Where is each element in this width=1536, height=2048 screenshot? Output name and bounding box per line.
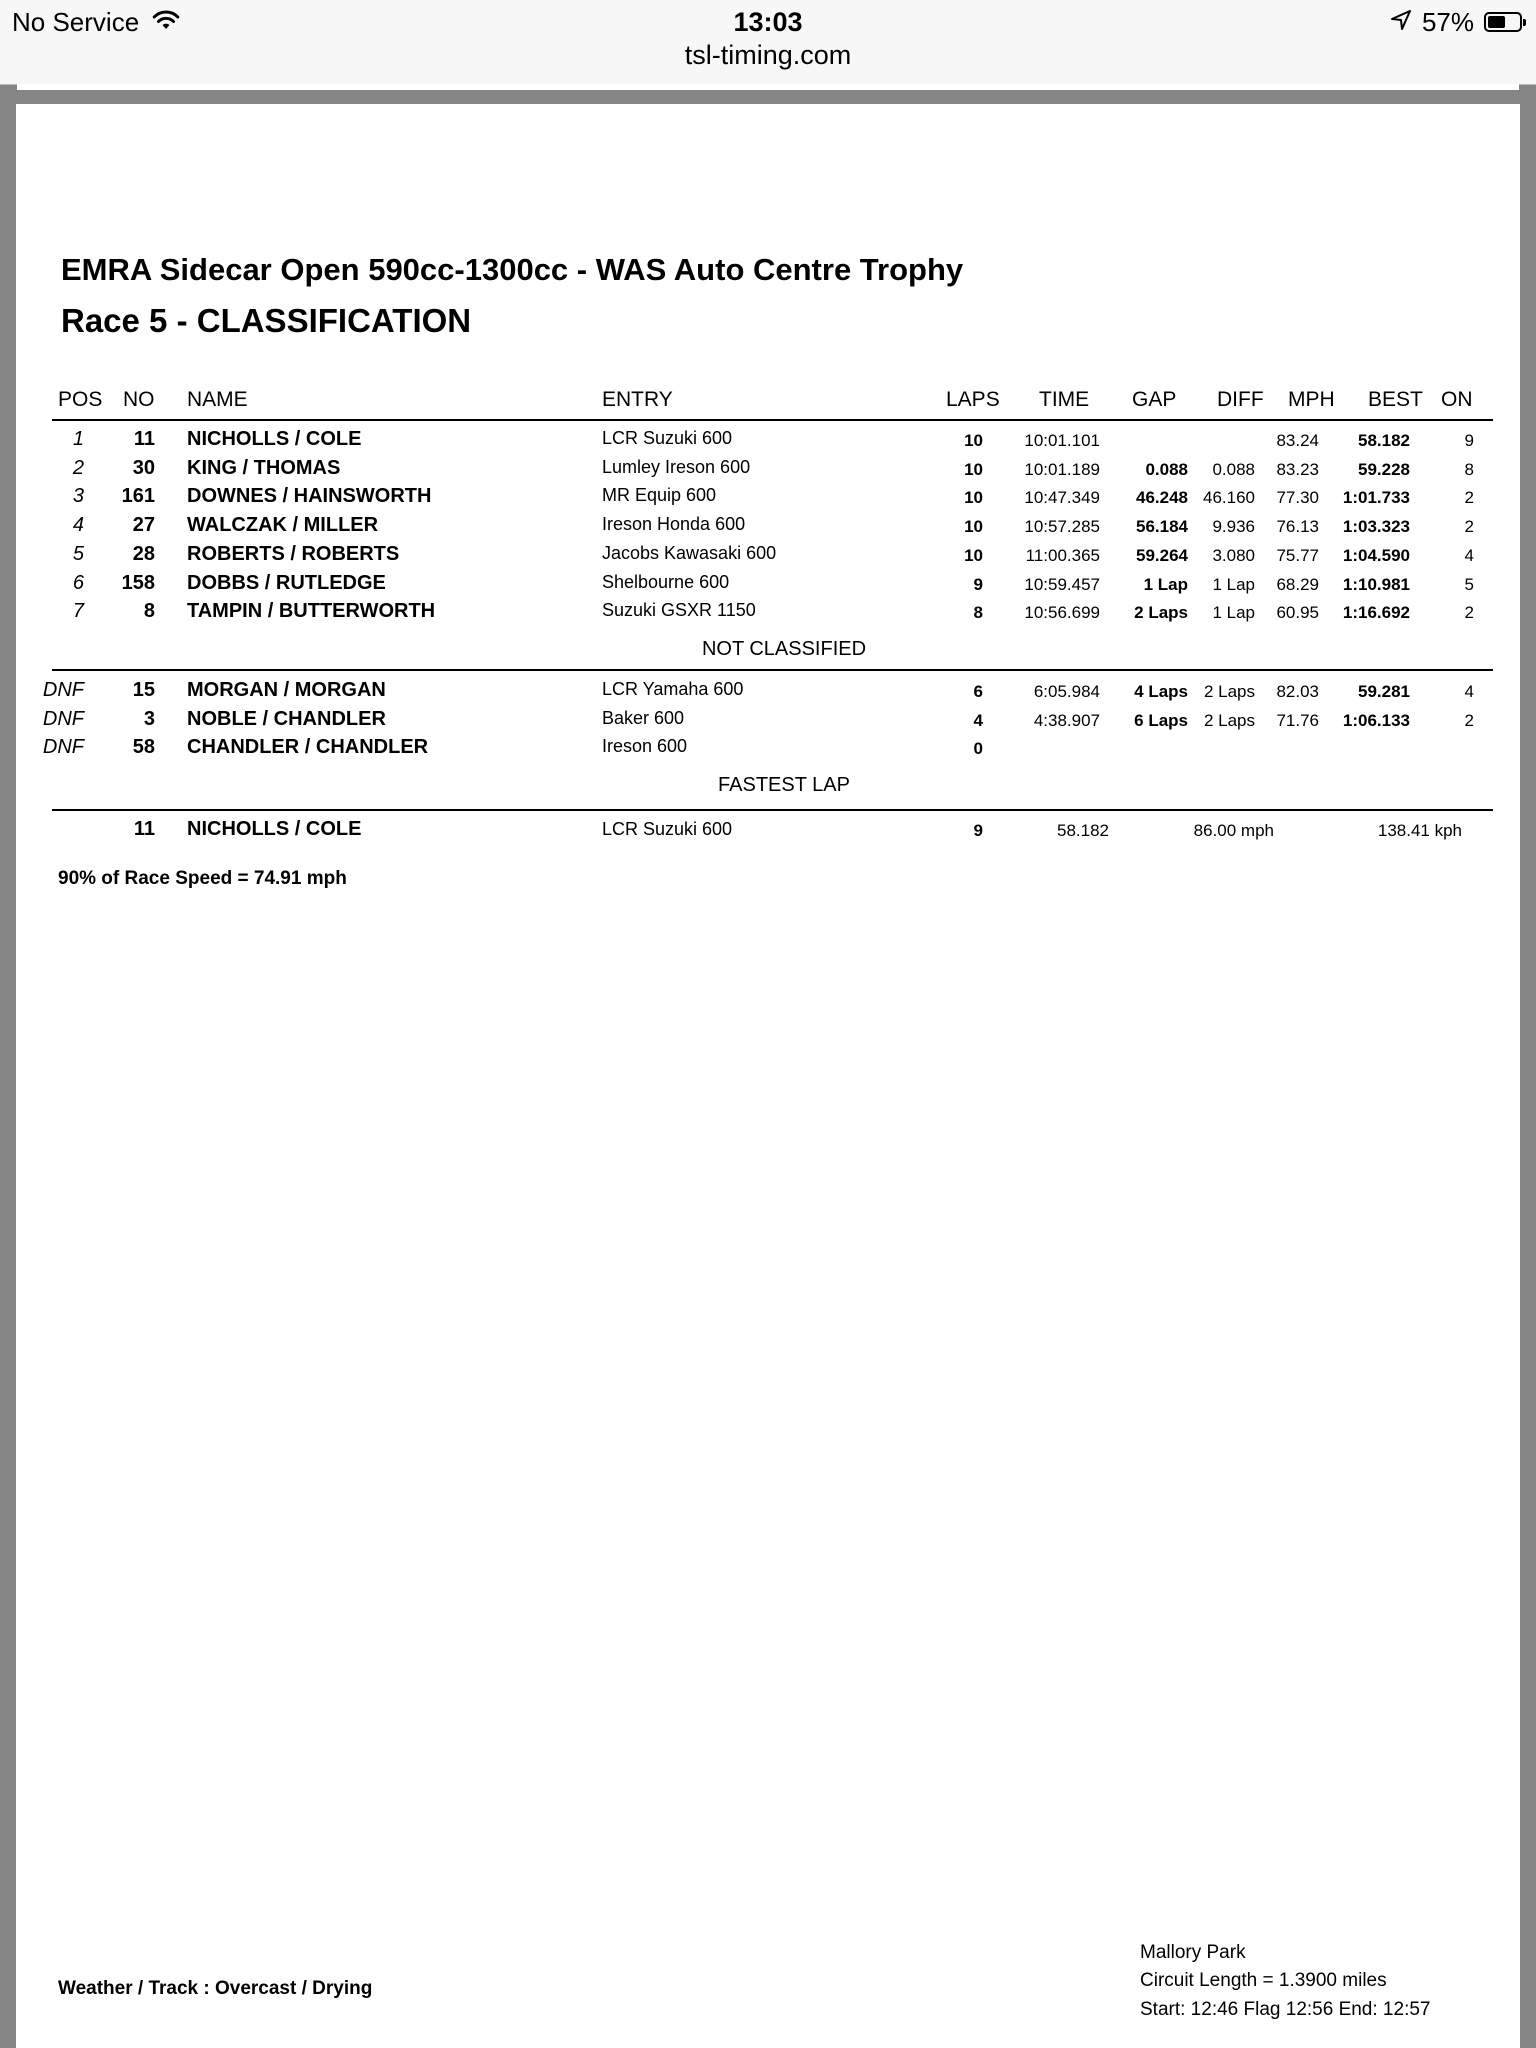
fl-name: NICHOLLS / COLE bbox=[187, 818, 362, 840]
results-page bbox=[16, 104, 1520, 2048]
col-name: NAME bbox=[187, 388, 248, 411]
cell-name: TAMPIN / BUTTERWORTH bbox=[187, 600, 436, 622]
cell-diff: 46.160 bbox=[1203, 488, 1255, 507]
not-classified-rule bbox=[52, 669, 1493, 671]
cell-diff: 1 Lap bbox=[1212, 603, 1255, 622]
cell-name: KING / THOMAS bbox=[187, 457, 341, 479]
cell-name: DOBBS / RUTLEDGE bbox=[187, 572, 386, 594]
cell-diff: 2 Laps bbox=[1203, 711, 1255, 730]
cell-entry: Lumley Ireson 600 bbox=[602, 457, 751, 477]
cell-no: 8 bbox=[143, 600, 155, 622]
status-right bbox=[1390, 4, 1522, 40]
cell-no: 161 bbox=[121, 485, 155, 507]
cell-pos: 3 bbox=[72, 485, 84, 507]
cell-entry: Ireson 600 bbox=[602, 736, 688, 756]
col-pos: POS bbox=[58, 388, 103, 411]
cell-gap: 4 Laps bbox=[1134, 682, 1188, 701]
cell-laps: 10 bbox=[964, 431, 983, 450]
fl-kph: 138.41 kph bbox=[1377, 821, 1462, 840]
col-diff: DIFF bbox=[1217, 388, 1264, 411]
address-bar[interactable]: tsl-timing.com bbox=[684, 40, 852, 70]
cell-entry: LCR Yamaha 600 bbox=[602, 679, 744, 699]
cell-laps: 4 bbox=[973, 711, 983, 730]
cell-no: 3 bbox=[143, 708, 155, 730]
cell-time: 10:01.189 bbox=[1024, 460, 1100, 479]
header-rule bbox=[52, 419, 1493, 421]
cell-mph: 83.24 bbox=[1276, 431, 1319, 450]
cell-on: 4 bbox=[1464, 546, 1474, 565]
cell-laps: 0 bbox=[973, 739, 983, 758]
cell-entry: Jacobs Kawasaki 600 bbox=[602, 543, 777, 563]
cell-best: 59.228 bbox=[1358, 460, 1410, 479]
circuit-length: Circuit Length = 1.3900 miles bbox=[1140, 1970, 1387, 1991]
cell-mph: 82.03 bbox=[1276, 682, 1319, 701]
weather-note: Weather / Track : Overcast / Drying bbox=[58, 1978, 373, 1999]
ios-status-bar bbox=[0, 0, 1536, 85]
cell-diff: 2 Laps bbox=[1203, 682, 1255, 701]
cell-pos: 5 bbox=[72, 543, 84, 565]
cell-time: 10:57.285 bbox=[1024, 517, 1100, 536]
cell-mph: 68.29 bbox=[1276, 575, 1319, 594]
venue-name: Mallory Park bbox=[1140, 1942, 1246, 1963]
cell-pos: 1 bbox=[72, 428, 84, 450]
cell-name: ROBERTS / ROBERTS bbox=[187, 543, 400, 565]
cell-time: 10:59.457 bbox=[1024, 575, 1100, 594]
cell-laps: 6 bbox=[973, 682, 983, 701]
cell-best: 1:01.733 bbox=[1342, 488, 1410, 507]
cell-no: 28 bbox=[132, 543, 155, 565]
cell-no: 11 bbox=[133, 428, 155, 450]
cell-pos: 2 bbox=[72, 457, 84, 479]
cell-no: 15 bbox=[132, 679, 155, 701]
cell-name: NOBLE / CHANDLER bbox=[187, 708, 386, 730]
fastest-lap-heading: FASTEST LAP bbox=[718, 774, 850, 796]
cell-on: 2 bbox=[1464, 488, 1474, 507]
fl-time: 58.182 bbox=[1057, 821, 1109, 840]
cell-no: 158 bbox=[121, 572, 155, 594]
col-no: NO bbox=[123, 388, 155, 411]
race-title: Race 5 - CLASSIFICATION bbox=[61, 302, 472, 339]
col-best: BEST bbox=[1368, 388, 1423, 411]
cell-time: 10:01.101 bbox=[1024, 431, 1100, 450]
cell-gap: 1 Lap bbox=[1143, 575, 1188, 594]
cell-name: WALCZAK / MILLER bbox=[187, 514, 379, 536]
cell-diff: 1 Lap bbox=[1212, 575, 1255, 594]
cell-no: 30 bbox=[132, 457, 155, 479]
cell-gap: 0.088 bbox=[1145, 460, 1188, 479]
cell-pos: DNF bbox=[42, 679, 84, 701]
fl-lap: 9 bbox=[973, 821, 983, 840]
fl-entry: LCR Suzuki 600 bbox=[602, 819, 733, 839]
cell-pos: 4 bbox=[72, 514, 84, 536]
col-entry: ENTRY bbox=[602, 388, 673, 411]
cell-name: CHANDLER / CHANDLER bbox=[187, 736, 429, 758]
cell-laps: 10 bbox=[964, 488, 983, 507]
cell-laps: 9 bbox=[973, 575, 983, 594]
cell-mph: 77.30 bbox=[1276, 488, 1319, 507]
cell-time: 4:38.907 bbox=[1033, 711, 1100, 730]
cell-mph: 76.13 bbox=[1276, 517, 1319, 536]
location-arrow-icon bbox=[1390, 7, 1412, 38]
cell-pos: 7 bbox=[72, 600, 84, 622]
cell-gap: 6 Laps bbox=[1134, 711, 1188, 730]
cell-gap: 56.184 bbox=[1136, 517, 1188, 536]
cell-no: 58 bbox=[132, 736, 155, 758]
cell-on: 4 bbox=[1464, 682, 1474, 701]
not-classified-heading: NOT CLASSIFIED bbox=[701, 638, 867, 660]
cell-pos: 6 bbox=[72, 572, 84, 594]
cell-no: 27 bbox=[132, 514, 155, 536]
cell-diff: 0.088 bbox=[1212, 460, 1255, 479]
cell-best: 1:03.323 bbox=[1342, 517, 1410, 536]
cell-on: 8 bbox=[1464, 460, 1474, 479]
cell-best: 1:04.590 bbox=[1342, 546, 1410, 565]
battery-nub bbox=[1523, 19, 1526, 26]
cell-entry: LCR Suzuki 600 bbox=[602, 428, 733, 448]
fl-no: 11 bbox=[133, 818, 155, 840]
fl-mph: 86.00 mph bbox=[1193, 821, 1274, 840]
cell-on: 9 bbox=[1464, 431, 1474, 450]
cell-time: 11:00.365 bbox=[1025, 546, 1100, 565]
cell-entry: Ireson Honda 600 bbox=[602, 514, 746, 534]
cell-pos: DNF bbox=[42, 708, 84, 730]
fastest-lap-rule bbox=[52, 809, 1493, 811]
cell-time: 6:05.984 bbox=[1033, 682, 1100, 701]
cell-time: 10:56.699 bbox=[1024, 603, 1100, 622]
cell-on: 5 bbox=[1464, 575, 1474, 594]
cell-mph: 83.23 bbox=[1276, 460, 1319, 479]
clock: 13:03 bbox=[733, 7, 803, 37]
cell-on: 2 bbox=[1464, 603, 1474, 622]
col-mph: MPH bbox=[1288, 388, 1335, 411]
cell-best: 58.182 bbox=[1358, 431, 1410, 450]
col-gap: GAP bbox=[1132, 388, 1177, 411]
cell-laps: 8 bbox=[973, 603, 983, 622]
cell-best: 1:06.133 bbox=[1342, 711, 1410, 730]
cell-entry: Suzuki GSXR 1150 bbox=[602, 600, 756, 620]
cell-name: NICHOLLS / COLE bbox=[187, 428, 362, 450]
cell-best: 59.281 bbox=[1358, 682, 1410, 701]
cell-laps: 10 bbox=[964, 460, 983, 479]
col-laps: LAPS bbox=[946, 388, 1000, 411]
battery-icon bbox=[1484, 12, 1522, 32]
cell-entry: Baker 600 bbox=[602, 708, 685, 728]
cell-entry: Shelbourne 600 bbox=[602, 572, 730, 592]
cell-gap: 2 Laps bbox=[1134, 603, 1188, 622]
cell-diff: 9.936 bbox=[1212, 517, 1255, 536]
session-times: Start: 12:46 Flag 12:56 End: 12:57 bbox=[1140, 1999, 1431, 2020]
cell-on: 2 bbox=[1464, 711, 1474, 730]
col-on: ON bbox=[1441, 388, 1473, 411]
cell-entry: MR Equip 600 bbox=[602, 485, 717, 505]
cell-name: MORGAN / MORGAN bbox=[187, 679, 386, 701]
cell-pos: DNF bbox=[42, 736, 84, 758]
previous-page-edge bbox=[17, 84, 1519, 90]
cell-name: DOWNES / HAINSWORTH bbox=[187, 485, 432, 507]
event-title: EMRA Sidecar Open 590cc-1300cc - WAS Auto Centre Trophy bbox=[61, 252, 964, 287]
cell-best: 1:10.981 bbox=[1342, 575, 1410, 594]
cell-laps: 10 bbox=[964, 546, 983, 565]
cell-laps: 10 bbox=[964, 517, 983, 536]
cell-diff: 3.080 bbox=[1212, 546, 1255, 565]
cell-mph: 75.77 bbox=[1276, 546, 1319, 565]
carrier-label: No Service bbox=[12, 6, 140, 37]
cell-gap: 59.264 bbox=[1136, 546, 1188, 565]
cell-time: 10:47.349 bbox=[1024, 488, 1100, 507]
cell-mph: 60.95 bbox=[1276, 603, 1319, 622]
col-time: TIME bbox=[1039, 388, 1090, 411]
battery-percent: 57% bbox=[1421, 6, 1474, 37]
cell-on: 2 bbox=[1464, 517, 1474, 536]
cell-gap: 46.248 bbox=[1136, 488, 1188, 507]
cell-best: 1:16.692 bbox=[1342, 603, 1410, 622]
battery-level bbox=[1488, 16, 1505, 28]
cell-mph: 71.76 bbox=[1276, 711, 1319, 730]
race-speed-note: 90% of Race Speed = 74.91 mph bbox=[58, 868, 347, 889]
